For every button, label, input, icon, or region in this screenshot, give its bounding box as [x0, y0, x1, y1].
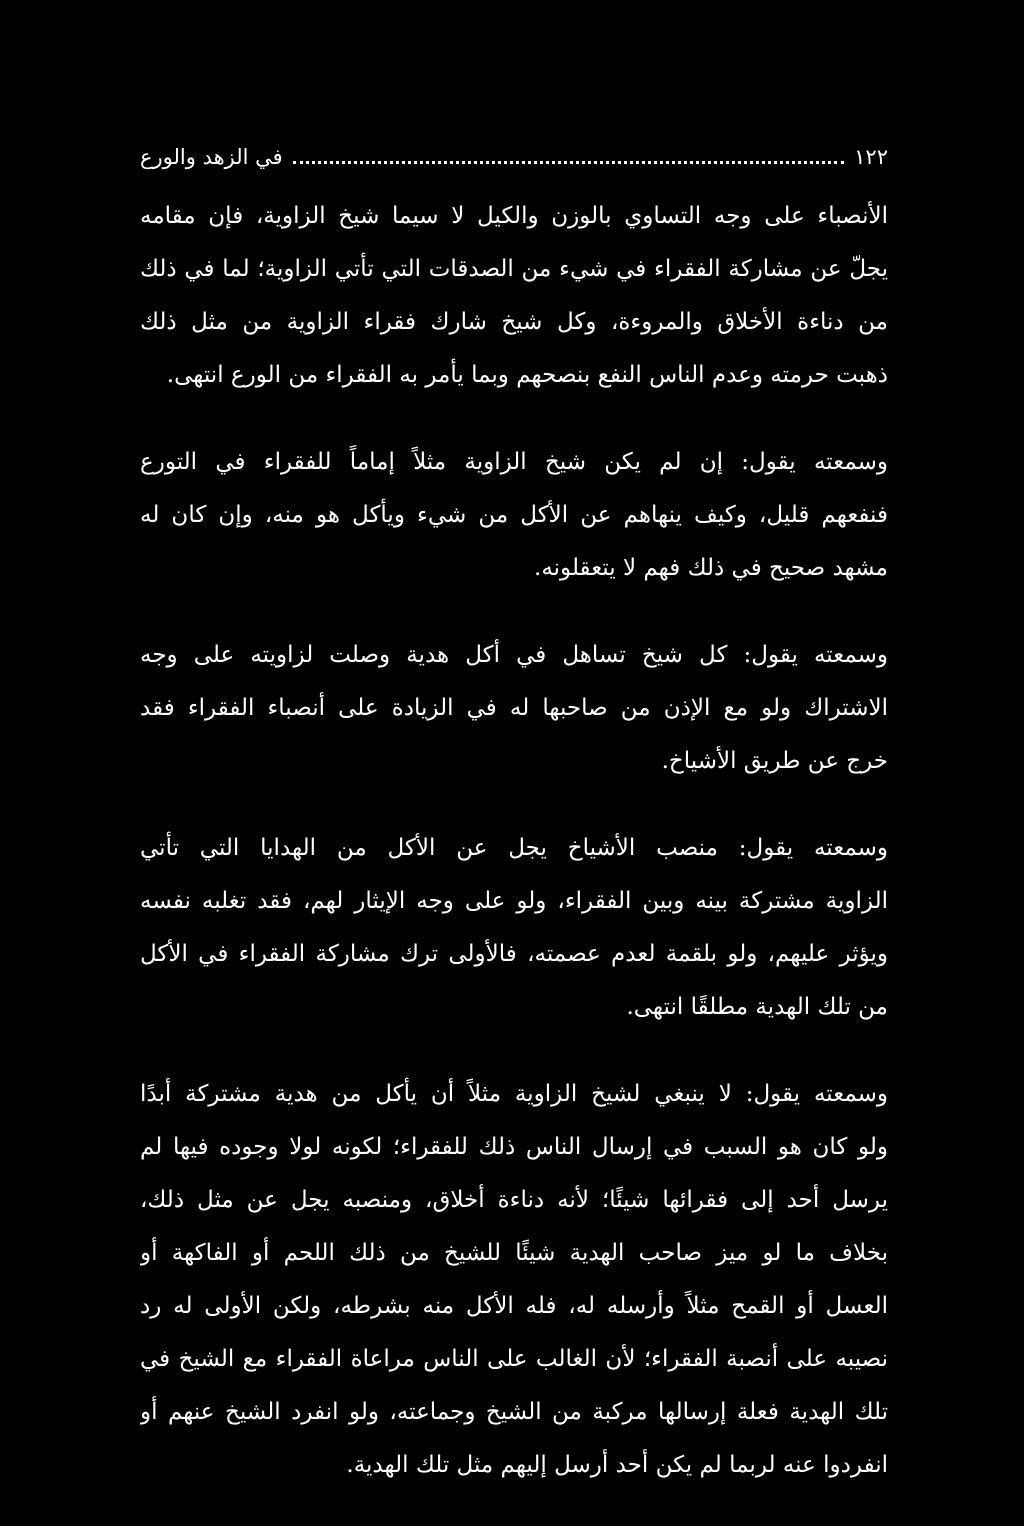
text-line: ولو كان هو السبب في إرسال الناس ذلك للفقراء؛ لكونه لولا وجوده فيها لم [140, 1134, 888, 1160]
text-line: يرسل أحد إلى فقرائها شيئًا؛ لأنه دناءة أخلاق، ومنصبه يجل عن مثل ذلك، [140, 1187, 888, 1213]
text-line: الزاوية مشتركة بينه وبين الفقراء، ولو على وجه الإيثار لهم، فقد تغلبه نفسه [140, 888, 888, 914]
text-line: الاشتراك ولو مع الإذن من صاحبها له في الزيادة على أنصباء الفقراء فقد [140, 695, 888, 721]
text-line: انفردوا عنه لربما لم يكن أحد أرسل إليهم مثل تلك الهدية. [346, 1452, 888, 1478]
text-line: بخلاف ما لو ميز صاحب الهدية شيئًا للشيخ من ذلك اللحم أو الفاكهة أو [140, 1240, 888, 1266]
text-line: ذهبت حرمته وعدم الناس النفع بنصحهم وبما يأمر به الفقراء من الورع انتهى. [166, 362, 888, 388]
text-line: نصيبه على أنصبة الفقراء؛ لأن الغالب على الناس مراعاة الفقراء مع الشيخ في [140, 1346, 888, 1372]
page-number: ١٢٢ [854, 145, 888, 169]
paragraph-5 [140, 1068, 888, 1492]
paragraph-2 [140, 436, 888, 595]
header-title: في الزهد والورع [140, 145, 283, 169]
text-line: من دناءة الأخلاق والمروءة، وكل شيخ شارك فقراء الزاوية من مثل ذلك [140, 309, 888, 335]
text-line: ويؤثر عليهم، ولو بلقمة لعدم عصمته، فالأولى ترك مشاركة الفقراء في الأكل [140, 941, 888, 967]
text-line: يجلّ عن مشاركة الفقراء في شيء من الصدقات التي تأتي الزاوية؛ لما في ذلك [140, 256, 888, 282]
paragraph-4 [140, 822, 888, 1034]
text-line: وسمعته يقول: منصب الأشياخ يجل عن الأكل من الهدايا التي تأتي [140, 835, 888, 861]
text-line: تلك الهدية فعلة إرسالها مركبة من الشيخ وجماعته، ولو انفرد الشيخ عنهم أو [140, 1399, 888, 1425]
dotted-leader [293, 159, 844, 164]
text-line: وسمعته يقول: كل شيخ تساهل في أكل هدية وصلت لزاويته على وجه [140, 642, 888, 668]
text-line: الأنصباء على وجه التساوي بالوزن والكيل لا سيما شيخ الزاوية، فإن مقامه [140, 203, 888, 229]
running-header [140, 140, 888, 174]
text-line: العسل أو القمح مثلاً وأرسله له، فله الأكل منه بشرطه، ولكن الأولى له رد [140, 1293, 888, 1319]
text-line: مشهد صحيح في ذلك فهم لا يتعقلونه. [534, 555, 888, 581]
paragraph-1 [140, 190, 888, 402]
paragraph-3 [140, 629, 888, 788]
text-line: فنفعهم قليل، وكيف ينهاهم عن الأكل من شيء ويأكل هو منه، وإن كان له [140, 502, 888, 528]
text-line: وسمعته يقول: لا ينبغي لشيخ الزاوية مثلاً أن يأكل من هدية مشتركة أبدًا [140, 1081, 888, 1107]
text-line: من تلك الهدية مطلقًا انتهى. [626, 994, 888, 1020]
body-text [140, 190, 888, 1526]
text-line: وسمعته يقول: إن لم يكن شيخ الزاوية مثلاً إماماً للفقراء في التورع [140, 449, 888, 475]
text-line: خرج عن طريق الأشياخ. [661, 748, 888, 774]
